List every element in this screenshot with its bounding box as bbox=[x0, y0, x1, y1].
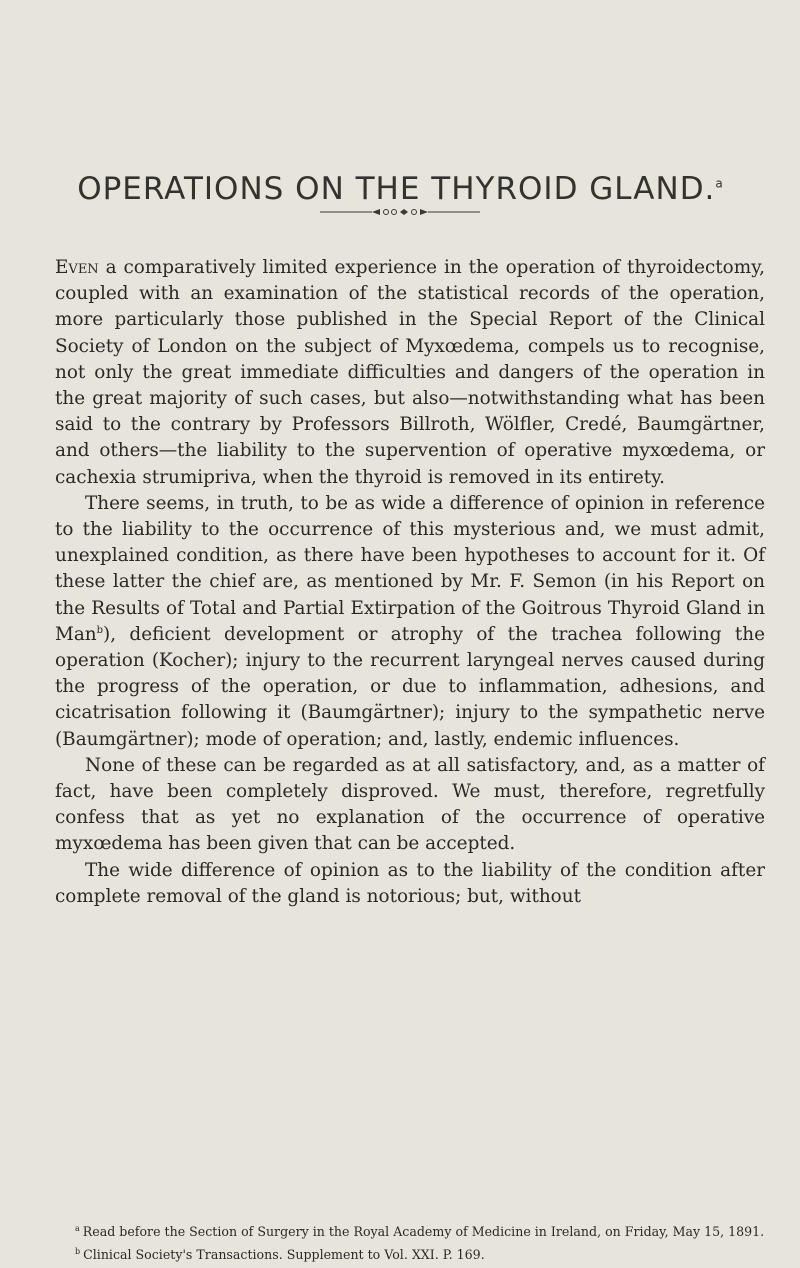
footnote-ref-b: b bbox=[96, 624, 104, 636]
footnote-b-marker: b bbox=[75, 1247, 81, 1257]
paragraph-2 bbox=[55, 491, 765, 753]
footnote-a bbox=[55, 1219, 765, 1242]
paragraph-4-text: The wide difference of opinion as to the liability of the condition after complete removal of the gland is notorious; but, without bbox=[55, 859, 765, 907]
footnote-b bbox=[55, 1242, 765, 1265]
paragraph-2-text-after: ), deficient development or atrophy of the trachea following the operation (Kocher); injury to the recurrent laryngeal nerves caused during the progress of the operation, or due to inflammation, adhesions, and cicatrisation following it (Baumgärtner); injury to the sympathetic nerve (Baumgärtner); mode of operation; and, lastly, endemic influences. bbox=[55, 623, 765, 750]
lead-word: Even bbox=[55, 257, 99, 278]
ornament-divider bbox=[320, 208, 480, 216]
title-text: OPERATIONS ON THE THYROID GLAND. bbox=[77, 170, 716, 207]
title-footnote-marker: a bbox=[715, 176, 723, 191]
paragraph-4 bbox=[55, 858, 765, 910]
paragraph-2-text-before: There seems, in truth, to be as wide a difference of opinion in reference to the liability to the occurrence of this mysterious and, we must admit, unexplained condition, as there have been hypotheses to account for it. Of these latter the chief are, as mentioned by Mr. F. Semon (in his Report on the Results of Total and Partial Extirpation of the Goitrous Thyroid Gland in Man bbox=[55, 492, 765, 645]
footnotes bbox=[55, 1219, 765, 1265]
paragraph-1 bbox=[55, 255, 765, 491]
footnote-a-text: Read before the Section of Surgery in the Royal Academy of Medicine in Ireland, on Friday, May 15, 1891. bbox=[82, 1224, 765, 1240]
page-title bbox=[0, 171, 800, 207]
paragraph-3-text: None of these can be regarded as at all satisfactory, and, as a matter of fact, have been completely disproved. We must, therefore, regretfully confess that as yet no explanation of the occurrence of operative myxœdema has been given that can be accepted. bbox=[55, 754, 765, 855]
footnote-b-text: Clinical Society's Transactions. Supplement to Vol. XXI. P. 169. bbox=[83, 1247, 485, 1263]
paragraph-1-text: a comparatively limited experience in the operation of thyroidectomy, coupled with an examination of the statistical records of the operation, more particularly those published in the Special Report of the Clinical Society of London on the subject of Myxœdema, compels us to recognise, not only the great immediate difficulties and dangers of the operation in the great majority of such cases, but also—notwithstanding what has been said to the contrary by Professors Billroth, Wölfler, Credé, Baumgärtner, and others—the liability to the supervention of operative myxœdema, or cachexia strumipriva, when the thyroid is removed in its entirety. bbox=[55, 257, 765, 488]
footnote-a-marker: a bbox=[75, 1224, 80, 1233]
paragraph-3 bbox=[55, 753, 765, 858]
article-body bbox=[55, 255, 765, 910]
